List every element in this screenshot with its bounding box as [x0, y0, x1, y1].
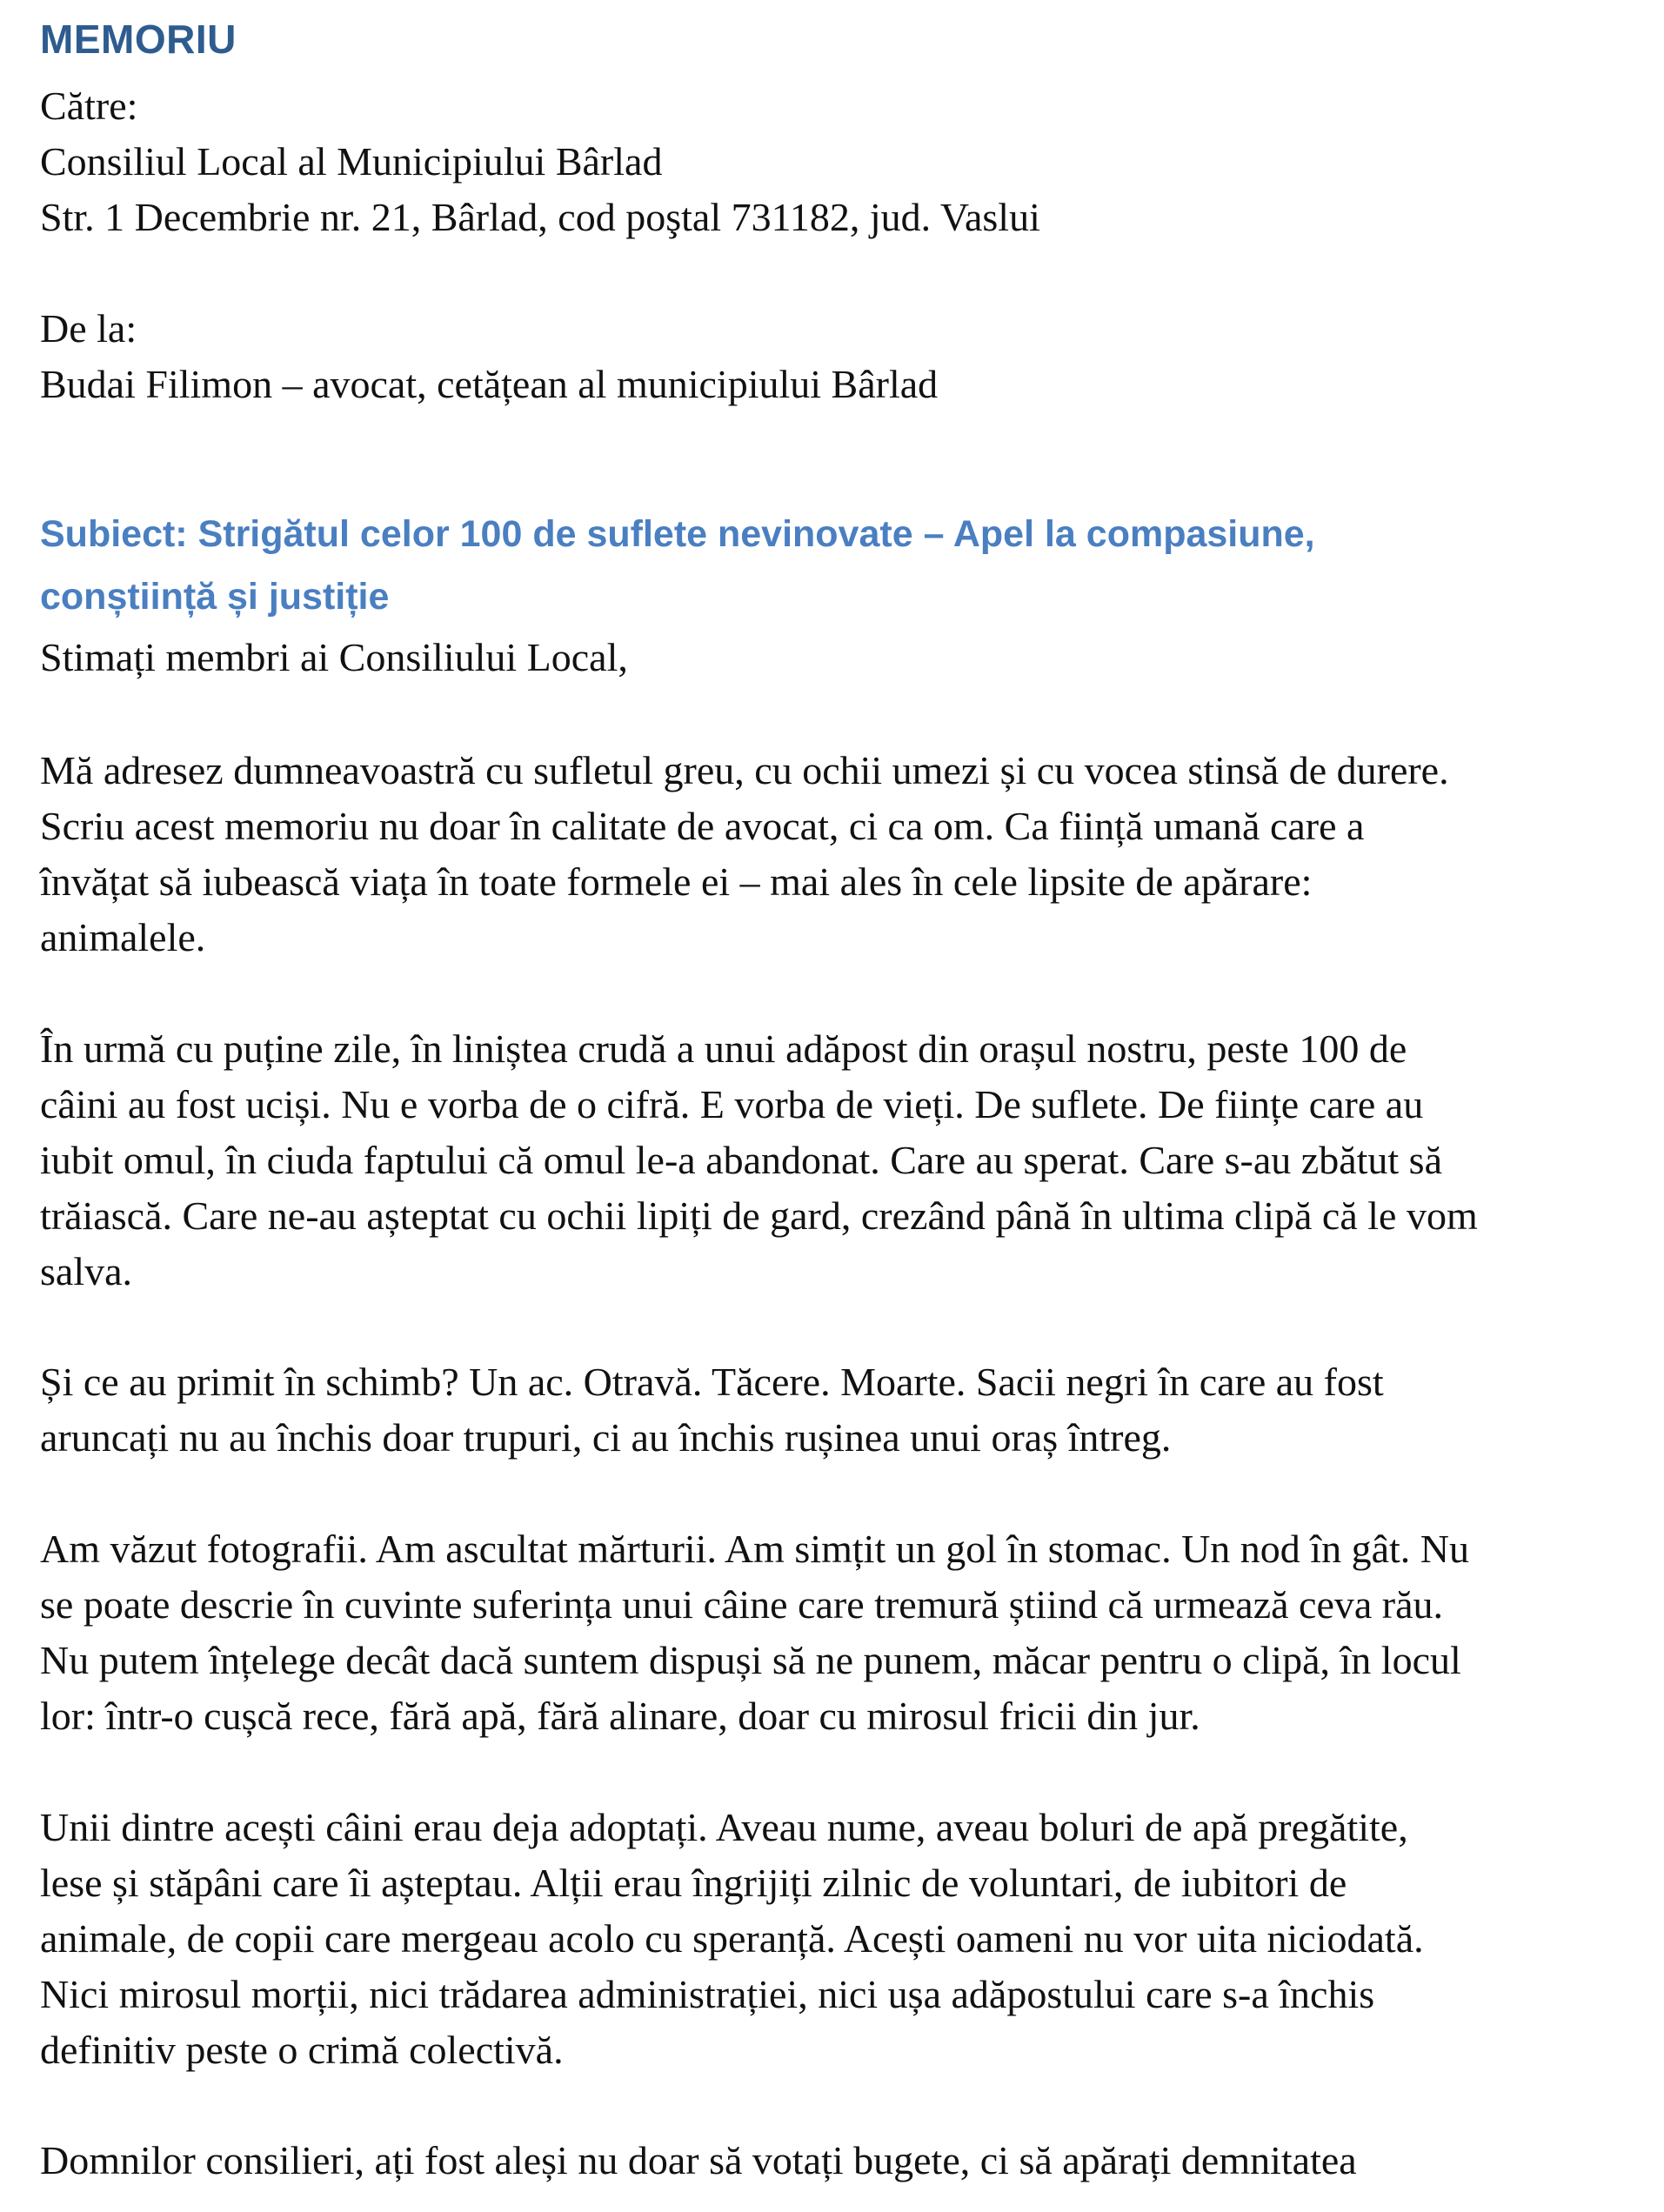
paragraph-line: aruncați nu au închis doar trupuri, ci au închis rușinea unui oraș întreg.: [40, 1415, 1172, 1460]
paragraph: [40, 1521, 1632, 1744]
paragraph-line: definitiv peste o crimă colectivă.: [40, 2028, 564, 2072]
paragraph-line: Nici mirosul morții, nici trădarea administrației, nici ușa adăpostului care s-a închis: [40, 1972, 1375, 2016]
paragraph-line: animale, de copii care mergeau acolo cu speranță. Acești oameni nu vor uita niciodată.: [40, 1916, 1424, 1961]
paragraph-line: Domnilor consilieri, ați fost aleși nu doar să votați bugete, ci să apărați demnitatea: [40, 2138, 1357, 2182]
paragraph: [40, 743, 1632, 966]
paragraph-line: se poate descrie în cuvinte suferința unui câine care tremură știind că urmează ceva rău.: [40, 1582, 1444, 1627]
paragraph: [40, 1021, 1632, 1300]
paragraph-line: câini au fost uciși. Nu e vorba de o cifră. E vorba de vieți. De suflete. De ființe care au: [40, 1082, 1424, 1126]
paragraph-line: iubit omul, în ciuda faptului că omul le-a abandonat. Care au sperat. Care s-au zbătut să: [40, 1138, 1442, 1182]
paragraph: [40, 2133, 1632, 2189]
paragraph: [40, 1354, 1632, 1466]
paragraph-line: Și ce au primit în schimb? Un ac. Otravă. Tăcere. Moarte. Sacii negri în care au fost: [40, 1360, 1384, 1404]
paragraph-line: Unii dintre acești câini erau deja adoptați. Aveau nume, aveau boluri de apă pregătite,: [40, 1805, 1408, 1849]
paragraph-line: lor: într-o cușcă rece, fără apă, fără alinare, doar cu mirosul fricii din jur.: [40, 1694, 1200, 1738]
paragraph: [40, 1800, 1632, 2078]
paragraph-line: lese și stăpâni care îi așteptau. Alții erau îngrijiți zilnic de voluntari, de iubitori de: [40, 1861, 1347, 1905]
subject-line: conștiință și justiție: [40, 576, 390, 618]
paragraph-line: Mă adresez dumneavoastră cu sufletul greu, cu ochii umezi și cu vocea stinsă de durere.: [40, 748, 1449, 792]
recipient-block: [40, 78, 1632, 245]
paragraph-line: În urmă cu puține zile, în liniștea crudă a unui adăpost din orașul nostru, peste 100 de: [40, 1026, 1407, 1071]
recipient-name: Consiliul Local al Municipiului Bârlad: [40, 139, 663, 184]
document-title: MEMORIU: [40, 17, 237, 62]
paragraph-line: învățat să iubească viața în toate formele ei – mai ales în cele lipsite de apărare:: [40, 859, 1313, 904]
recipient-address: Str. 1 Decembrie nr. 21, Bârlad, cod poştal 731182, jud. Vaslui: [40, 195, 1040, 239]
recipient-label: Către:: [40, 84, 138, 128]
sender-label: De la:: [40, 306, 137, 351]
paragraph-line: Am văzut fotografii. Am ascultat mărturii. Am simțit un gol în stomac. Un nod în gât. Nu: [40, 1527, 1469, 1571]
paragraph-line: salva.: [40, 1249, 133, 1293]
paragraph-line: trăiască. Care ne-au așteptat cu ochii lipiți de gard, crezând până în ultima clipă că le vom: [40, 1193, 1478, 1238]
sender-name: Budai Filimon – avocat, cetățean al municipiului Bârlad: [40, 362, 939, 406]
paragraph-line: Scriu acest memoriu nu doar în calitate de avocat, ci ca om. Ca ființă umană care a: [40, 804, 1365, 848]
subject-line: Subiect: Strigătul celor 100 de suflete nevinovate – Apel la compasiune,: [40, 513, 1315, 555]
salutation: Stimați membri ai Consiliului Local,: [40, 635, 628, 679]
paragraph-line: Nu putem înțelege decât dacă suntem dispuși să ne punem, măcar pentru o clipă, în locul: [40, 1638, 1461, 1682]
sender-block: [40, 301, 1632, 412]
subject-heading: [40, 503, 1632, 628]
salutation-block: [40, 630, 1632, 685]
paragraph-line: animalele.: [40, 915, 206, 959]
